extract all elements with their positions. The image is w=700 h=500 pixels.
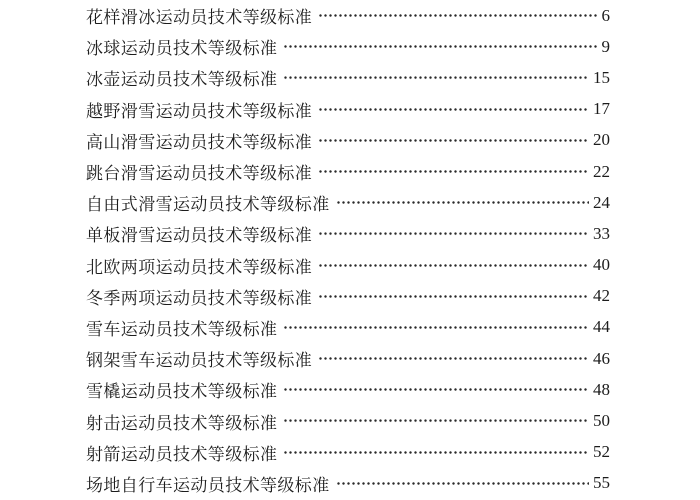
toc-entry-title: 冰球运动员技术等级标准 <box>86 39 278 59</box>
toc-entry-title: 北欧两项运动员技术等级标准 <box>86 257 313 277</box>
toc-entry-page: 24 <box>593 192 610 212</box>
toc-entry-page: 15 <box>593 67 610 87</box>
toc-entry <box>86 187 610 218</box>
toc-entry-page: 33 <box>593 223 610 243</box>
dot-leader <box>318 125 589 156</box>
toc-entry-page: 44 <box>593 317 610 337</box>
toc-list <box>86 0 610 500</box>
toc-entry-title: 射击运动员技术等级标准 <box>86 413 278 433</box>
dot-leader <box>318 0 597 31</box>
toc-entry <box>86 125 610 156</box>
toc-entry-page: 55 <box>593 473 610 493</box>
dot-leader <box>283 374 589 405</box>
toc-entry-title: 场地自行车运动员技术等级标准 <box>86 475 330 495</box>
toc-entry <box>86 31 610 62</box>
toc-entry-title: 高山滑雪运动员技术等级标准 <box>86 132 313 152</box>
dot-leader <box>336 468 589 499</box>
toc-entry <box>86 312 610 343</box>
toc-entry-page: 40 <box>593 255 610 275</box>
dot-leader <box>283 405 589 436</box>
toc-entry <box>86 0 610 31</box>
toc-entry-title: 射箭运动员技术等级标准 <box>86 444 278 464</box>
toc-entry-page: 50 <box>593 411 610 431</box>
toc-entry <box>86 218 610 249</box>
toc-entry <box>86 374 610 405</box>
toc-entry-page: 9 <box>601 36 610 56</box>
toc-entry-title: 跳台滑雪运动员技术等级标准 <box>86 164 313 184</box>
toc-entry-page: 22 <box>593 161 610 181</box>
toc-entry-page: 6 <box>601 5 610 25</box>
dot-leader <box>318 218 589 249</box>
dot-leader <box>318 250 589 281</box>
toc-entry-page: 48 <box>593 379 610 399</box>
toc-entry-title: 单板滑雪运动员技术等级标准 <box>86 226 313 246</box>
dot-leader <box>318 94 589 125</box>
toc-entry-title: 雪橇运动员技术等级标准 <box>86 382 278 402</box>
toc-entry-title: 花样滑冰运动员技术等级标准 <box>86 8 313 28</box>
toc-entry-page: 20 <box>593 130 610 150</box>
dot-leader <box>283 62 589 93</box>
dot-leader <box>283 31 597 62</box>
dot-leader <box>318 156 589 187</box>
toc-entry-title: 冬季两项运动员技术等级标准 <box>86 288 313 308</box>
toc-entry <box>86 343 610 374</box>
toc-entry <box>86 405 610 436</box>
toc-entry <box>86 156 610 187</box>
dot-leader <box>283 437 589 468</box>
toc-entry-page: 42 <box>593 286 610 306</box>
dot-leader <box>318 281 589 312</box>
toc-entry-page: 46 <box>593 348 610 368</box>
toc-entry-title: 自由式滑雪运动员技术等级标准 <box>86 195 330 215</box>
toc-entry <box>86 468 610 499</box>
dot-leader <box>318 343 589 374</box>
dot-leader <box>336 187 589 218</box>
toc-entry-title: 钢架雪车运动员技术等级标准 <box>86 351 313 371</box>
toc-entry-page: 17 <box>593 99 610 119</box>
toc-entry-title: 雪车运动员技术等级标准 <box>86 319 278 339</box>
dot-leader <box>283 312 589 343</box>
toc-entry-page: 52 <box>593 442 610 462</box>
toc-entry <box>86 62 610 93</box>
toc-entry <box>86 250 610 281</box>
toc-entry <box>86 281 610 312</box>
toc-entry-title: 越野滑雪运动员技术等级标准 <box>86 101 313 121</box>
toc-entry <box>86 94 610 125</box>
toc-entry-title: 冰壶运动员技术等级标准 <box>86 70 278 90</box>
toc-entry <box>86 437 610 468</box>
